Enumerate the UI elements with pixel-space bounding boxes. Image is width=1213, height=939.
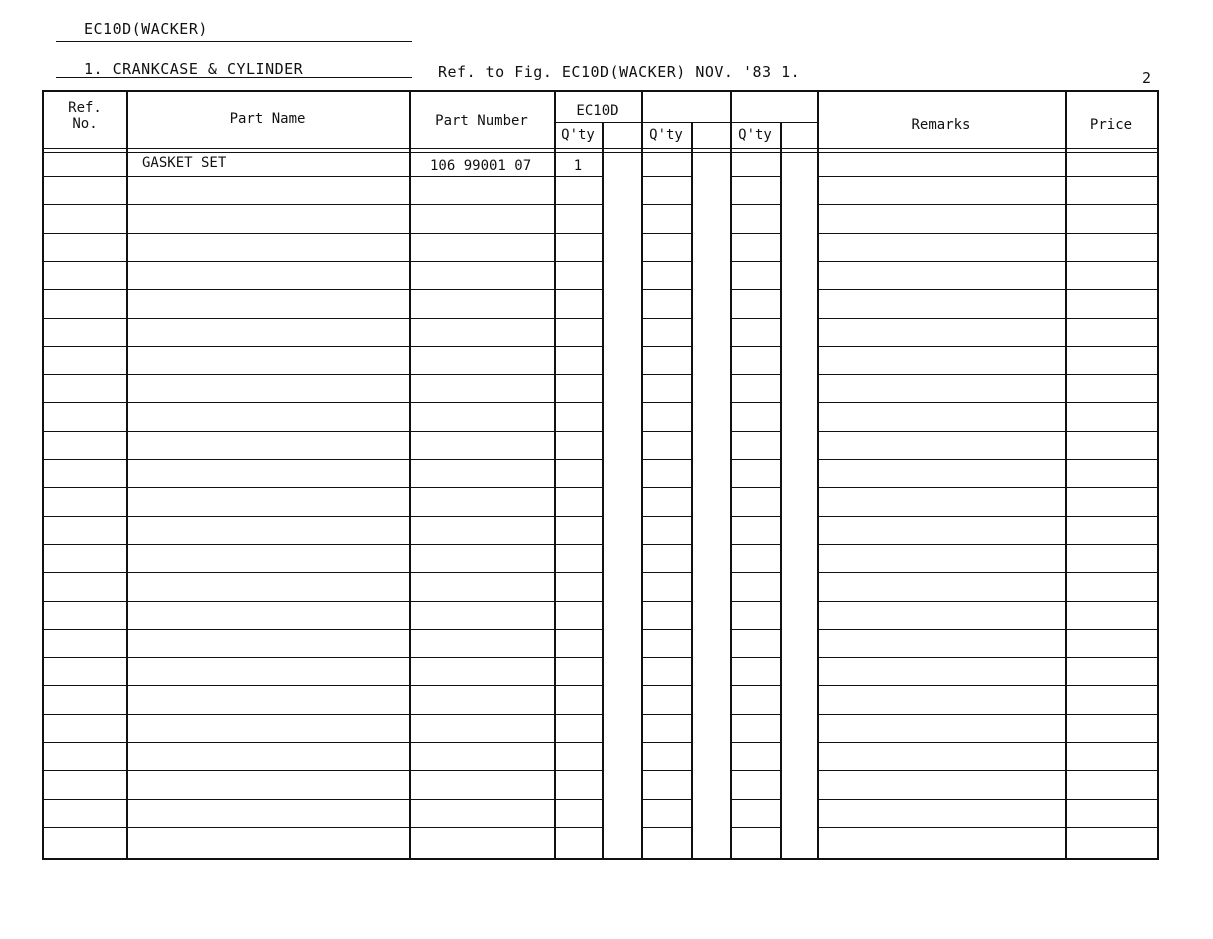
part-number-cell: 106 99001 07 — [430, 158, 532, 174]
row-rule — [1065, 374, 1157, 375]
row-rule — [44, 431, 554, 432]
row-rule — [44, 261, 554, 262]
row-rule — [730, 261, 780, 262]
row-rule — [730, 544, 780, 545]
row-rule — [44, 402, 554, 403]
row-rule — [1065, 601, 1157, 602]
row-rule — [554, 714, 602, 715]
row-rule — [817, 799, 1065, 800]
row-rule — [44, 657, 554, 658]
row-rule — [1065, 233, 1157, 234]
ref-no-header: Ref. No. — [68, 100, 102, 132]
row-rule — [44, 176, 554, 177]
row-rule — [817, 289, 1065, 290]
row-rule — [730, 233, 780, 234]
row-rule — [730, 346, 780, 347]
row-rule — [641, 685, 691, 686]
section-title-underline — [56, 77, 412, 78]
row-rule — [641, 289, 691, 290]
row-rule — [44, 318, 554, 319]
row-rule — [44, 289, 554, 290]
row-rule — [44, 516, 554, 517]
row-rule — [730, 318, 780, 319]
row-rule — [730, 629, 780, 630]
row-rule — [641, 233, 691, 234]
row-rule — [1065, 459, 1157, 460]
row-rule — [817, 544, 1065, 545]
row-rule — [44, 544, 554, 545]
row-rule — [730, 770, 780, 771]
row-rule — [641, 799, 691, 800]
row-rule — [44, 827, 554, 828]
row-rule — [817, 459, 1065, 460]
parts-list-table — [42, 90, 1159, 860]
row-rule — [817, 770, 1065, 771]
qty-2-header: Q'ty — [649, 127, 683, 143]
row-rule — [554, 685, 602, 686]
model-title-underline — [56, 41, 412, 42]
part-name-header: Part Name — [229, 111, 306, 127]
row-rule — [641, 374, 691, 375]
row-rule — [817, 487, 1065, 488]
row-rule — [817, 233, 1065, 234]
row-rule — [1065, 516, 1157, 517]
row-rule — [554, 799, 602, 800]
row-rule — [44, 770, 554, 771]
row-rule — [1065, 572, 1157, 573]
header-rule — [44, 152, 1157, 153]
row-rule — [44, 459, 554, 460]
col-divider — [780, 122, 782, 858]
row-rule — [554, 487, 602, 488]
row-rule — [1065, 431, 1157, 432]
row-rule — [554, 742, 602, 743]
row-rule — [44, 629, 554, 630]
row-rule — [44, 799, 554, 800]
model-1-header: EC10D — [576, 103, 619, 119]
row-rule — [641, 516, 691, 517]
row-rule — [44, 487, 554, 488]
row-rule — [817, 176, 1065, 177]
col-divider — [691, 122, 693, 858]
row-rule — [817, 685, 1065, 686]
row-rule — [44, 346, 554, 347]
row-rule — [730, 431, 780, 432]
row-rule — [1065, 629, 1157, 630]
row-rule — [1065, 346, 1157, 347]
row-rule — [1065, 176, 1157, 177]
row-rule — [1065, 289, 1157, 290]
row-rule — [554, 827, 602, 828]
row-rule — [641, 827, 691, 828]
row-rule — [817, 657, 1065, 658]
row-rule — [817, 601, 1065, 602]
row-rule — [554, 601, 602, 602]
row-rule — [554, 431, 602, 432]
part-name-cell: GASKET SET — [142, 155, 227, 171]
row-rule — [554, 657, 602, 658]
row-rule — [730, 685, 780, 686]
row-rule — [554, 176, 602, 177]
row-rule — [44, 601, 554, 602]
row-rule — [817, 318, 1065, 319]
row-rule — [44, 714, 554, 715]
qty-1-header: Q'ty — [561, 127, 595, 143]
row-rule — [730, 742, 780, 743]
row-rule — [1065, 742, 1157, 743]
row-rule — [730, 601, 780, 602]
row-rule — [641, 176, 691, 177]
row-rule — [817, 629, 1065, 630]
price-header: Price — [1089, 117, 1133, 133]
row-rule — [1065, 544, 1157, 545]
row-rule — [817, 346, 1065, 347]
col-divider — [1065, 92, 1067, 858]
row-rule — [44, 742, 554, 743]
row-rule — [1065, 827, 1157, 828]
row-rule — [730, 459, 780, 460]
row-rule — [554, 629, 602, 630]
row-rule — [1065, 487, 1157, 488]
row-rule — [730, 402, 780, 403]
row-rule — [1065, 204, 1157, 205]
page-number: 2 — [1142, 69, 1152, 87]
row-rule — [730, 487, 780, 488]
row-rule — [554, 289, 602, 290]
row-rule — [730, 289, 780, 290]
header-rule — [44, 148, 1157, 149]
model-title: EC10D(WACKER) — [84, 20, 208, 38]
row-rule — [554, 374, 602, 375]
row-rule — [817, 714, 1065, 715]
row-rule — [730, 374, 780, 375]
row-rule — [554, 233, 602, 234]
qty-cell: 1 — [573, 158, 583, 174]
row-rule — [641, 544, 691, 545]
row-rule — [1065, 261, 1157, 262]
row-rule — [1065, 318, 1157, 319]
section-title: 1. CRANKCASE & CYLINDER — [84, 60, 304, 78]
row-rule — [641, 459, 691, 460]
row-rule — [730, 799, 780, 800]
row-rule — [730, 657, 780, 658]
row-rule — [554, 318, 602, 319]
row-rule — [817, 431, 1065, 432]
col-divider — [602, 122, 604, 858]
model-header-rule — [554, 122, 817, 123]
row-rule — [641, 487, 691, 488]
row-rule — [1065, 402, 1157, 403]
row-rule — [817, 374, 1065, 375]
row-rule — [554, 544, 602, 545]
part-number-header: Part Number — [435, 113, 528, 129]
row-rule — [641, 318, 691, 319]
row-rule — [554, 770, 602, 771]
row-rule — [554, 204, 602, 205]
row-rule — [817, 261, 1065, 262]
row-rule — [730, 176, 780, 177]
row-rule — [641, 261, 691, 262]
row-rule — [730, 827, 780, 828]
row-rule — [641, 346, 691, 347]
row-rule — [641, 770, 691, 771]
row-rule — [1065, 657, 1157, 658]
row-rule — [44, 374, 554, 375]
row-rule — [730, 714, 780, 715]
row-rule — [1065, 685, 1157, 686]
row-rule — [817, 742, 1065, 743]
col-divider — [641, 92, 643, 858]
row-rule — [817, 204, 1065, 205]
col-divider — [409, 92, 411, 858]
row-rule — [730, 516, 780, 517]
figure-reference: Ref. to Fig. EC10D(WACKER) NOV. '83 1. — [438, 63, 801, 81]
row-rule — [817, 402, 1065, 403]
row-rule — [44, 572, 554, 573]
row-rule — [817, 516, 1065, 517]
row-rule — [1065, 770, 1157, 771]
row-rule — [641, 431, 691, 432]
row-rule — [641, 572, 691, 573]
row-rule — [44, 685, 554, 686]
row-rule — [641, 629, 691, 630]
row-rule — [641, 714, 691, 715]
row-rule — [641, 601, 691, 602]
col-divider — [817, 92, 819, 858]
remarks-header: Remarks — [911, 117, 971, 133]
row-rule — [554, 261, 602, 262]
col-divider — [554, 92, 556, 858]
col-divider — [730, 92, 732, 858]
row-rule — [730, 204, 780, 205]
row-rule — [44, 233, 554, 234]
row-rule — [730, 572, 780, 573]
row-rule — [554, 572, 602, 573]
row-rule — [641, 402, 691, 403]
row-rule — [554, 346, 602, 347]
qty-3-header: Q'ty — [738, 127, 772, 143]
row-rule — [1065, 799, 1157, 800]
row-rule — [641, 742, 691, 743]
row-rule — [554, 402, 602, 403]
row-rule — [554, 459, 602, 460]
row-rule — [554, 516, 602, 517]
row-rule — [1065, 714, 1157, 715]
row-rule — [44, 204, 554, 205]
row-rule — [817, 827, 1065, 828]
col-divider — [126, 92, 128, 858]
row-rule — [641, 204, 691, 205]
row-rule — [641, 657, 691, 658]
row-rule — [817, 572, 1065, 573]
